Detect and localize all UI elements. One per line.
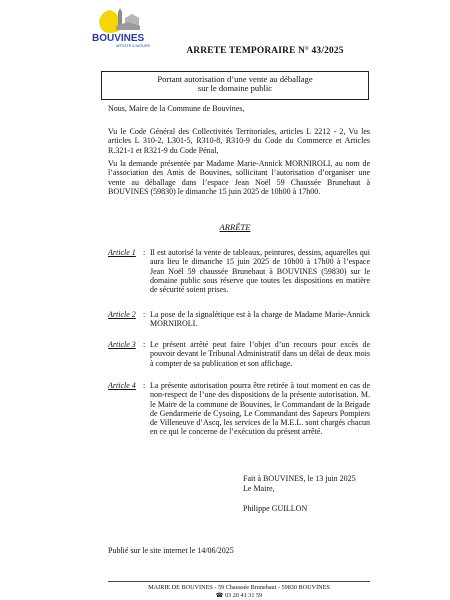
- subject-box: [101, 71, 369, 100]
- article-text: La présente autorisation pourra être retirée à tout moment en cas de non-respect de l’une des dispositions de la présente autorisation. M. le Maire de la commune de Bouvines, le Commandant de la Brigade de Gendarmerie de Cysoing, Le Commandant des Sapeurs Pompiers de Villeneuve d’Ascq, les services de la M.E.L. sont chargés chacun en ce qui le concerne de l’exécution du présent arrêté.: [150, 381, 370, 437]
- subject-line-2: sur le domaine public: [197, 83, 273, 93]
- signature-role: Le Maire,: [243, 484, 275, 493]
- document-title: ARRETE TEMPORAIRE N° 43/2025: [186, 46, 344, 56]
- footer-phone: 03 20 41 31 59: [225, 592, 263, 599]
- bouvines-logo: [92, 8, 154, 48]
- logo-text: BOUVINES: [92, 33, 145, 44]
- article-label: Article 3: [108, 340, 136, 349]
- arrete-heading: ARRÊTE: [219, 222, 251, 232]
- subject-line-1: Portant autorisation d’une vente au déballage: [157, 74, 313, 84]
- footer-phone-line: [108, 592, 370, 599]
- signature-place-date: Fait à BOUVINES, le 13 juin 2025: [243, 474, 356, 483]
- article-text: La pose de la signalétique est à la charge de Madame Marie-Annick MORNIROLI.: [150, 310, 370, 329]
- article-text: Il est autorisé la vente de tableaux, peintures, dessins, aquarelles qui aura lieu le dimanche 15 juin 2025 de 10h00 à 17h00 à l’espace Jean Noël 59 chaussée Brunehaut à BOUVINES (59830) sur le domaine public sous réserve que toutes les dispositions en matière de sécurité soient prises.: [150, 248, 370, 295]
- phone-icon: ☎: [215, 592, 224, 599]
- vu-request: Vu la demande présentée par Madame Marie-Annick MORNIROLI, au nom de l’association des Amis de Bouvines, sollicitant l’autorisation d’organiser une vente au déballage dans l’espace Jean Noël 59 Chaussée Brunehaut à BOUVINES (59830) le dimanche 15 juin 2025 de 10h00 à 17h00.: [108, 159, 370, 196]
- article-text: Le présent arrêté peut faire l’objet d’un recours pour excès de pouvoir devant le Tribunal Administratif dans un délai de deux mois à compter de sa publication et son affichage.: [150, 340, 370, 368]
- publication-note: Publié sur le site internet le 14/06/2025: [108, 546, 234, 555]
- article-label: Article 1: [108, 248, 136, 257]
- signature-name: Philippe GUILLON: [243, 504, 308, 513]
- article-label: Article 2: [108, 310, 136, 319]
- footer-address: MAIRIE DE BOUVINES - 59 Chaussée Brunehaut - 59830 BOUVINES: [148, 584, 330, 591]
- footer-divider: [108, 581, 370, 582]
- intro-paragraph: Nous, Maire de la Commune de Bouvines,: [108, 104, 245, 113]
- article-label: Article 4: [108, 381, 136, 390]
- logo-tagline: ARTISTE & NATURE: [116, 44, 151, 48]
- vu-legal-codes: Vu le Code Général des Collectivités Territoriales, articles L 2212 - 2, Vu les articles L 310-2, L301-5, R310-8, R310-9 du Code du Commerce et Articles R.321-1 et R321-9 du Code Pénal,: [108, 127, 370, 155]
